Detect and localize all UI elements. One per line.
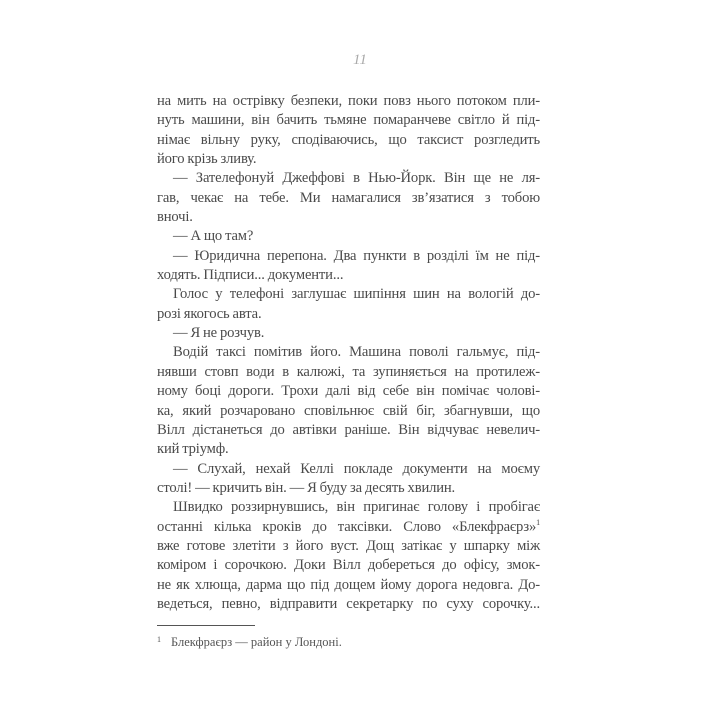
text-line: розі якогось авта. [157, 305, 262, 322]
footnote-mark: 1 [157, 635, 161, 645]
text-line: нявши стовп води в калюжі, та зупиняється на протилеж- [157, 363, 540, 380]
text-line: — Зателефонуй Джеффові в Нью-Йорк. Він ще не ля- [173, 170, 540, 187]
footnote-ref[interactable]: 1 [536, 517, 540, 527]
text-line: — Слухай, нехай Келлі покладе документи на моєму [173, 460, 540, 477]
page-number: 11 [353, 52, 367, 68]
text-line: ходять. Підписи... документи... [157, 267, 344, 284]
page-column [157, 92, 540, 650]
text-line: Швидко роззирнувшись, він пригинає голову і пробігає [173, 499, 540, 516]
text-line: його крізь зливу. [157, 151, 257, 168]
footnote [157, 632, 540, 650]
text-line: коміром і сорочкою. Доки Вілл добереться до офісу, змок- [157, 557, 540, 574]
text-line: кий тріумф. [157, 441, 229, 458]
text-line-with-footnote [157, 518, 540, 537]
text-line: ка, який розчаровано сповільнює свій біг, збагнувши, що [157, 402, 540, 419]
text-line: Водій таксі помітив його. Машина поволі гальмує, під- [173, 344, 540, 361]
footnote-text: Блекфраєрз — район у Лондоні. [171, 635, 342, 650]
text-line: вже готове злетіти з його вуст. Дощ затікає у шпарку між [157, 537, 540, 554]
text-line: гав, чекає на тебе. Ми намагалися зв’язатися з тобою [157, 189, 540, 206]
text-line: не як хлюща, дарма що під дощем йому дорога недовга. До- [157, 576, 540, 593]
footnote-divider [157, 625, 255, 626]
text-line: ведеться, певно, відправити секретарку по суху сорочку... [157, 595, 540, 612]
text-line: останні кілька кроків до таксівки. Слово «Блекфраєрз» [157, 518, 537, 535]
text-line: столі! — кричить він. — Я буду за десять хвилин. [157, 479, 456, 496]
text-line: Вілл дістанеться до автівки раніше. Він відчуває невелич- [157, 421, 540, 438]
text-line: ному боці дороги. Трохи далі від себе він помічає чолові- [157, 383, 540, 400]
text-line: на мить на острівку безпеки, поки повз нього потоком пли- [157, 93, 540, 109]
text-line: німає вільну руку, сподіваючись, що таксист розгледить [157, 131, 540, 148]
body-text [157, 92, 540, 614]
text-line: вночі. [157, 209, 193, 226]
text-line: — А що там? [173, 228, 254, 245]
text-line: Голос у телефоні заглушає шипіння шин на вологій до- [173, 286, 540, 303]
text-line: — Юридична перепона. Два пункти в розділі їм не під- [173, 247, 540, 264]
text-line: — Я не розчув. [173, 325, 265, 342]
text-line: нуть машини, він бачить тьмяне помаранчеве світло й під- [157, 112, 540, 129]
